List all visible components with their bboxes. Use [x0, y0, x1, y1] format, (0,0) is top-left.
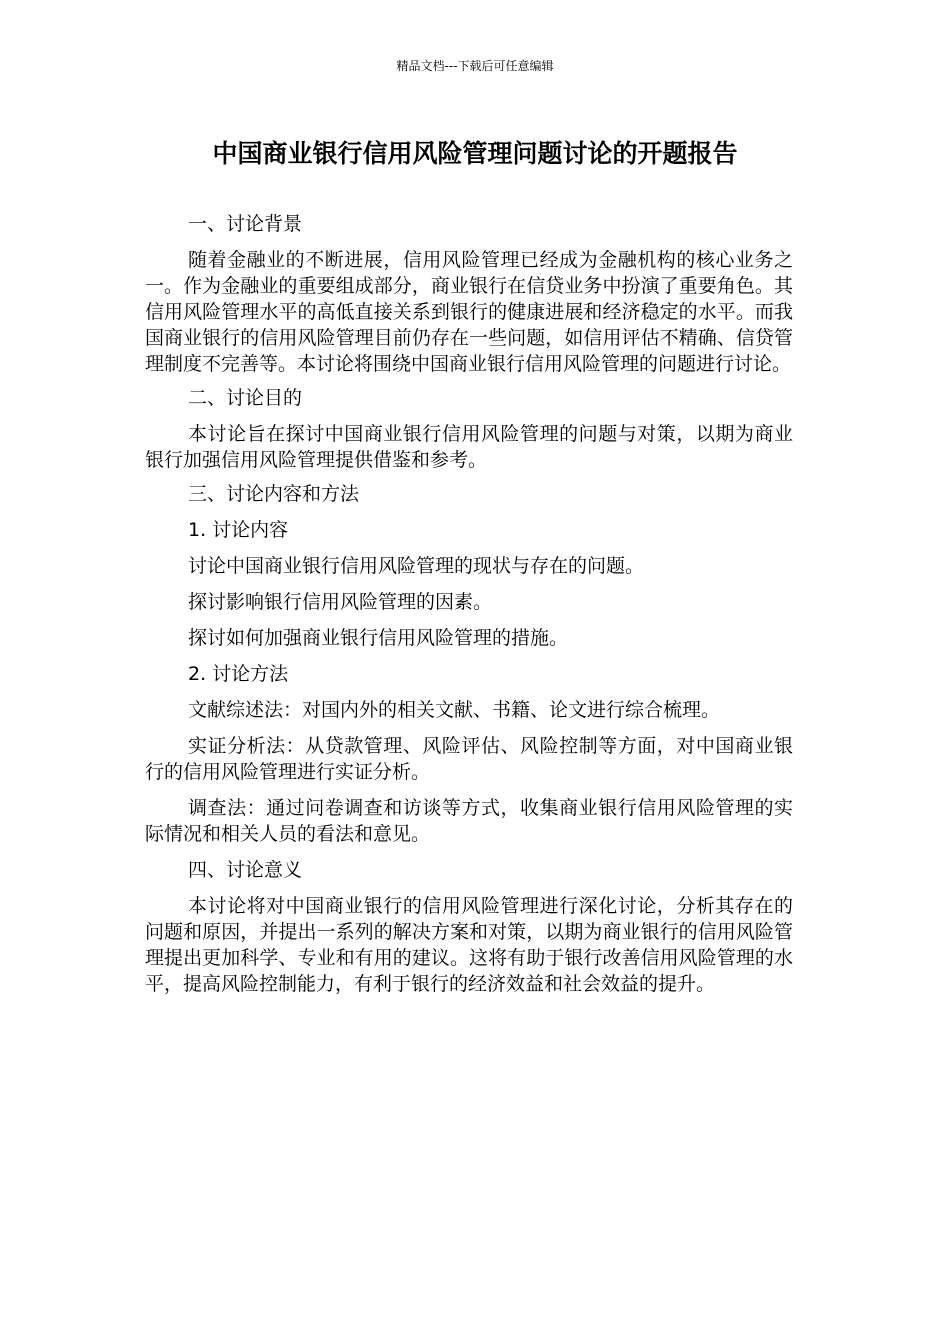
purpose-paragraph: 本讨论旨在探讨中国商业银行信用风险管理的问题与对策，以期为商业银行加强信用风险管理提供借鉴和参考。 [145, 423, 793, 471]
background-paragraph: 随着金融业的不断进展，信用风险管理已经成为金融机构的核心业务之一。作为金融业的重要组成部分，商业银行在信贷业务中扮演了重要角色。其信用风险管理水平的高低直接关系到银行的健康进展和经济稳定的水平。而我国商业银行的信用风险管理目前仍存在一些问题，如信用评估不精确、信贷管理制度不完善等。本讨论将围绕中国商业银行信用风险管理的问题进行讨论。 [145, 249, 793, 375]
page-header: 精品文档---下载后可任意编辑 [396, 59, 554, 73]
sub-heading-content: 1. 讨论内容 [188, 519, 289, 541]
method-item: 文献综述法：对国内外的相关文献、书籍、论文进行综合梳理。 [188, 699, 721, 721]
content-item: 探讨影响银行信用风险管理的因素。 [188, 591, 493, 613]
document-title: 中国商业银行信用风险管理问题讨论的开题报告 [212, 139, 738, 168]
significance-paragraph: 本讨论将对中国商业银行的信用风险管理进行深化讨论，分析其存在的问题和原因，并提出一系列的解决方案和对策，以期为商业银行的信用风险管理提出更加科学、专业和有用的建议。这将有助于银行改善信用风险管理的水平，提高风险控制能力，有利于银行的经济效益和社会效益的提升。 [145, 895, 793, 995]
method-item: 调查法：通过问卷调查和访谈等方式，收集商业银行信用风险管理的实际情况和相关人员的看法和意见。 [145, 797, 793, 845]
content-item: 讨论中国商业银行信用风险管理的现状与存在的问题。 [188, 555, 645, 577]
section-heading-content-methods: 三、讨论内容和方法 [188, 483, 360, 505]
section-heading-background: 一、讨论背景 [188, 213, 303, 235]
section-heading-purpose: 二、讨论目的 [188, 387, 303, 409]
content-item: 探讨如何加强商业银行信用风险管理的措施。 [188, 627, 569, 649]
sub-heading-methods: 2. 讨论方法 [188, 663, 289, 685]
document-body [145, 211, 793, 1005]
section-heading-significance: 四、讨论意义 [188, 859, 303, 881]
method-item: 实证分析法：从贷款管理、风险评估、风险控制等方面，对中国商业银行的信用风险管理进行实证分析。 [145, 735, 793, 783]
